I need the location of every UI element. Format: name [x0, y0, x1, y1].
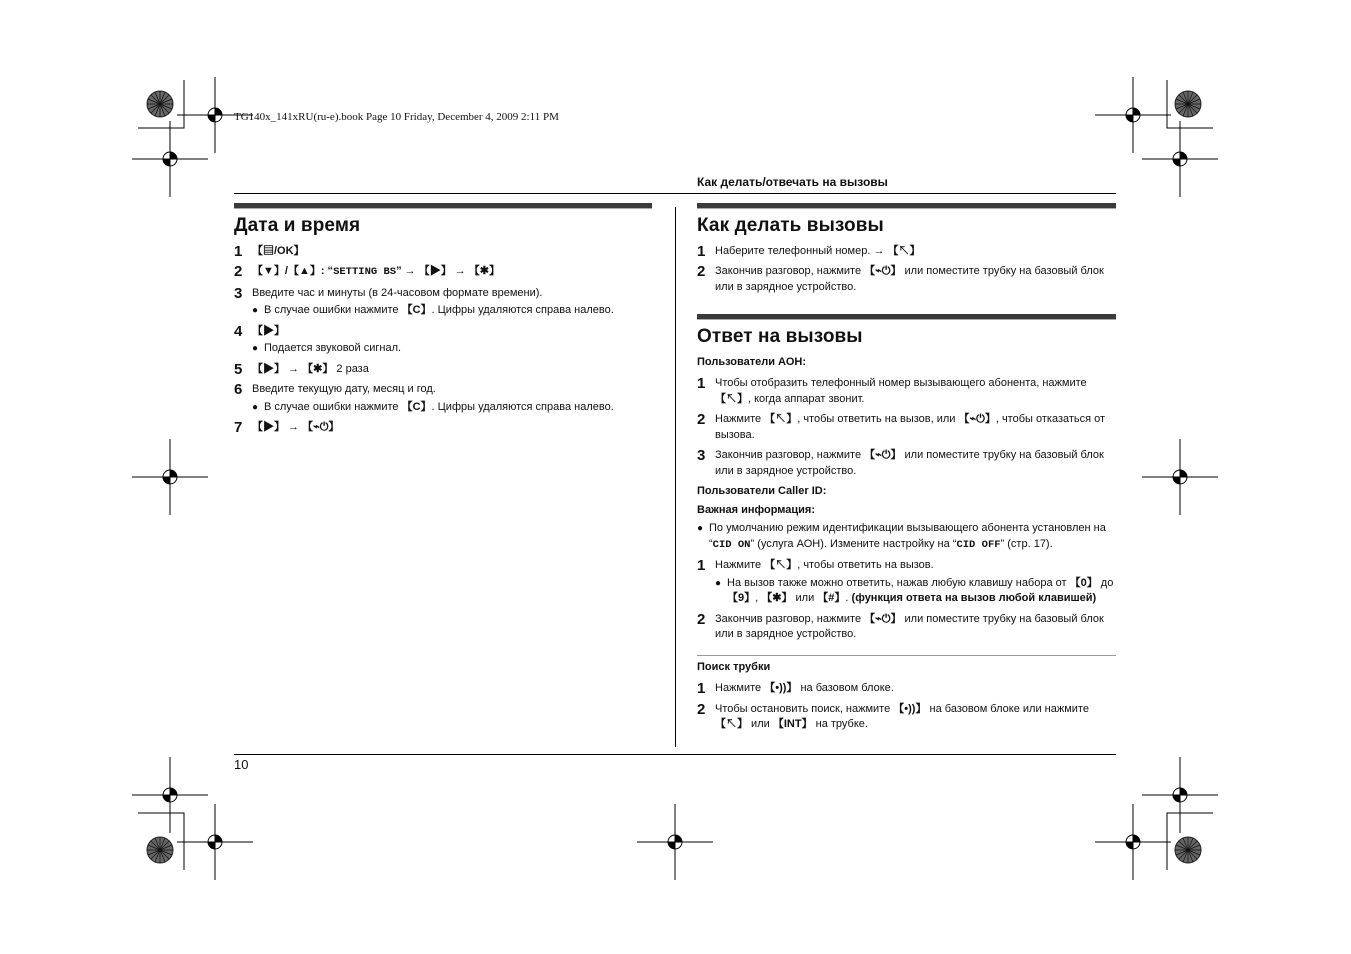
text-part: или поместите трубку на базовый блок или в зарядное устройство. [715, 265, 1104, 293]
text-part: на трубке. [812, 718, 868, 730]
step-number: 2 [697, 610, 706, 628]
text-part: Нажмите [715, 559, 765, 571]
off-key: 【⌁⏻】 [864, 612, 902, 625]
text-part: Закончив разговор, нажмите [715, 449, 865, 461]
key-label: 【▶】 → 【✱】 [252, 362, 334, 375]
key-label: 【C】 [401, 400, 432, 413]
step-text [715, 681, 1116, 697]
int-key: 【INT】 [772, 718, 813, 730]
text-part: Нажмите [715, 413, 765, 425]
calls-section [697, 203, 1116, 738]
step-number: 2 [697, 700, 706, 718]
key-label: 【9】 [727, 592, 756, 604]
text-part: Чтобы остановить поиск, нажмите [715, 702, 894, 715]
step-text [715, 612, 1116, 643]
step [697, 412, 1116, 443]
step-number: 1 [697, 557, 706, 574]
step-text [715, 448, 1116, 479]
section-bar [697, 314, 1116, 320]
text-part: на базовом блоке или нажмите [926, 702, 1089, 715]
step [697, 612, 1116, 643]
step [234, 382, 652, 398]
text-part: . Цифры удаляются справа налево. [431, 400, 614, 413]
step-text [715, 376, 1116, 407]
text-part: ” (стр. 17). [1000, 537, 1053, 550]
text-part: , чтобы ответить на вызов. [797, 559, 934, 571]
date-time-section [234, 203, 652, 441]
step-number: 7 [234, 419, 243, 436]
bottom-rule [234, 754, 1116, 755]
key-label: 【✱】 [761, 592, 793, 604]
section-title: Дата и время [234, 215, 361, 236]
talk-key: 【↖】 [715, 392, 748, 405]
text-part: Наберите телефонный номер. [715, 244, 874, 257]
section-bar [697, 203, 1116, 209]
step-number: 6 [234, 381, 243, 398]
bullet-text: Подается звуковой сигнал. [264, 342, 402, 354]
lcd-text: CID ON [712, 538, 751, 551]
thin-rule [697, 655, 1116, 656]
text-part: на базовом блоке. [797, 682, 894, 694]
step-text: 【▶】 → 【⌁⏻】 [252, 421, 340, 433]
step-number: 1 [697, 680, 706, 697]
step [697, 244, 1116, 260]
step [234, 286, 652, 302]
talk-key: → 【↖】 [873, 244, 921, 257]
text-part: , чтобы ответить на вызов, или [797, 413, 959, 425]
running-head: Как делать/отвечать на вызовы [697, 175, 888, 189]
key-label: 【0】 [1069, 576, 1098, 589]
step-text [715, 558, 1116, 574]
bullet-note [252, 341, 652, 357]
bold-note: (функция ответа на вызов любой клавишей) [851, 592, 1097, 604]
section-title: Как делать вызовы [697, 215, 884, 236]
step-text [715, 702, 1116, 733]
step-text: Введите текущую дату, месяц и год. [252, 383, 436, 395]
bullet-text [709, 521, 1116, 553]
step-number: 3 [234, 284, 243, 302]
talk-key: 【↖】 [764, 559, 798, 571]
step-number: 1 [234, 242, 243, 260]
step [234, 324, 652, 340]
bullet-icon: ● [697, 523, 704, 534]
bullet-icon: ● [252, 343, 259, 354]
text-part: или [748, 718, 773, 730]
talk-key: 【↖】 [764, 413, 798, 425]
text-part: до [1097, 576, 1114, 589]
bullet-note [697, 521, 1116, 553]
step [234, 244, 652, 260]
step-text [252, 362, 652, 378]
key-label: ” → 【▶】 → 【✱】 [396, 265, 501, 277]
step-number: 1 [697, 242, 706, 260]
step [697, 702, 1116, 733]
text-part: Закончив разговор, нажмите [715, 612, 865, 625]
top-rule [234, 193, 1116, 194]
text-part: ” (услуга АОН). Измените настройку на “ [750, 537, 957, 550]
bullet-icon: ● [252, 305, 259, 316]
text-part: 2 раза [333, 362, 369, 375]
bullet-text [264, 400, 614, 416]
step [234, 362, 652, 378]
bullet-text [264, 303, 614, 319]
text-part: . Цифры удаляются справа налево. [431, 304, 614, 316]
text-part: . [845, 592, 852, 604]
step [234, 264, 652, 281]
section-bar [234, 203, 652, 209]
step-text [715, 264, 1116, 295]
off-key: 【⌁⏻】 [958, 413, 996, 425]
text-part: , [755, 592, 762, 604]
text-part: или поместите трубку на базовый блок или в зарядное устройство. [715, 449, 1104, 477]
step-number: 1 [697, 375, 706, 392]
step-number: 2 [697, 411, 706, 428]
step-number: 3 [697, 447, 706, 464]
off-key: 【⌁⏻】 [864, 265, 902, 277]
lcd-text: SETTING BS [333, 266, 397, 278]
text-part: Чтобы отобразить телефонный номер вызывающего абонента, нажмите [715, 377, 1087, 389]
key-label: 【▼】/【▲】: “ [252, 265, 334, 277]
text-part: В случае ошибки нажмите [264, 304, 402, 316]
text-part: Закончив разговор, нажмите [715, 265, 865, 277]
locator-key: 【•))】 [764, 682, 798, 694]
text-part: На вызов также можно ответить, нажав любую клавишу набора от [727, 576, 1070, 589]
step [697, 376, 1116, 407]
step-text [252, 264, 652, 281]
step-text: Введите час и минуты (в 24-часовом формате времени). [252, 286, 543, 299]
text-part: В случае ошибки нажмите [264, 400, 402, 413]
step-number: 4 [234, 322, 243, 340]
file-info: TG140x_141xRU(ru-e).book Page 10 Friday, December 4, 2009 2:11 PM [234, 111, 559, 123]
column-divider [675, 207, 676, 747]
text-part: Нажмите [715, 682, 765, 694]
lcd-text: CID OFF [956, 538, 1001, 551]
step-text [715, 412, 1116, 443]
subheading: Пользователи АОН: [697, 355, 807, 368]
bullet-icon: ● [715, 577, 722, 589]
section-title: Ответ на вызовы [697, 326, 863, 347]
bullet-text [727, 576, 1116, 607]
step-number: 2 [697, 263, 706, 280]
step [697, 448, 1116, 479]
bullet-note [715, 576, 1116, 607]
bullet-note [252, 400, 652, 416]
key-label: 【C】 [401, 304, 432, 316]
text-part: или поместите трубку на базовый блок или в зарядное устройство. [715, 612, 1104, 640]
text-part: , когда аппарат звонит. [748, 392, 865, 405]
step [234, 420, 652, 436]
talk-key: 【↖】 [715, 718, 748, 730]
step-number: 2 [234, 263, 243, 280]
step-text: 【▶】 [252, 324, 285, 337]
subheading: Пользователи Caller ID: [697, 485, 827, 497]
text-part: , чтобы отказаться от вызова. [715, 413, 1106, 441]
bullet-note [252, 303, 652, 319]
locator-key: 【•))】 [893, 702, 927, 715]
step-text: 【▤/OK】 [252, 244, 305, 257]
step [697, 681, 1116, 697]
page-number: 10 [234, 757, 249, 772]
text-part: или [792, 592, 818, 604]
step [697, 264, 1116, 295]
bullet-icon: ● [252, 401, 259, 413]
key-label: 【#】 [817, 592, 846, 604]
step [697, 558, 1116, 574]
step-text [715, 244, 1116, 260]
step-number: 5 [234, 360, 243, 378]
off-key: 【⌁⏻】 [864, 449, 902, 461]
important-heading: Важная информация: [697, 503, 815, 516]
subheading: Поиск трубки [697, 660, 771, 673]
text-part: По умолчанию режим идентификации вызывающего абонента установлен на “ [709, 522, 1106, 550]
